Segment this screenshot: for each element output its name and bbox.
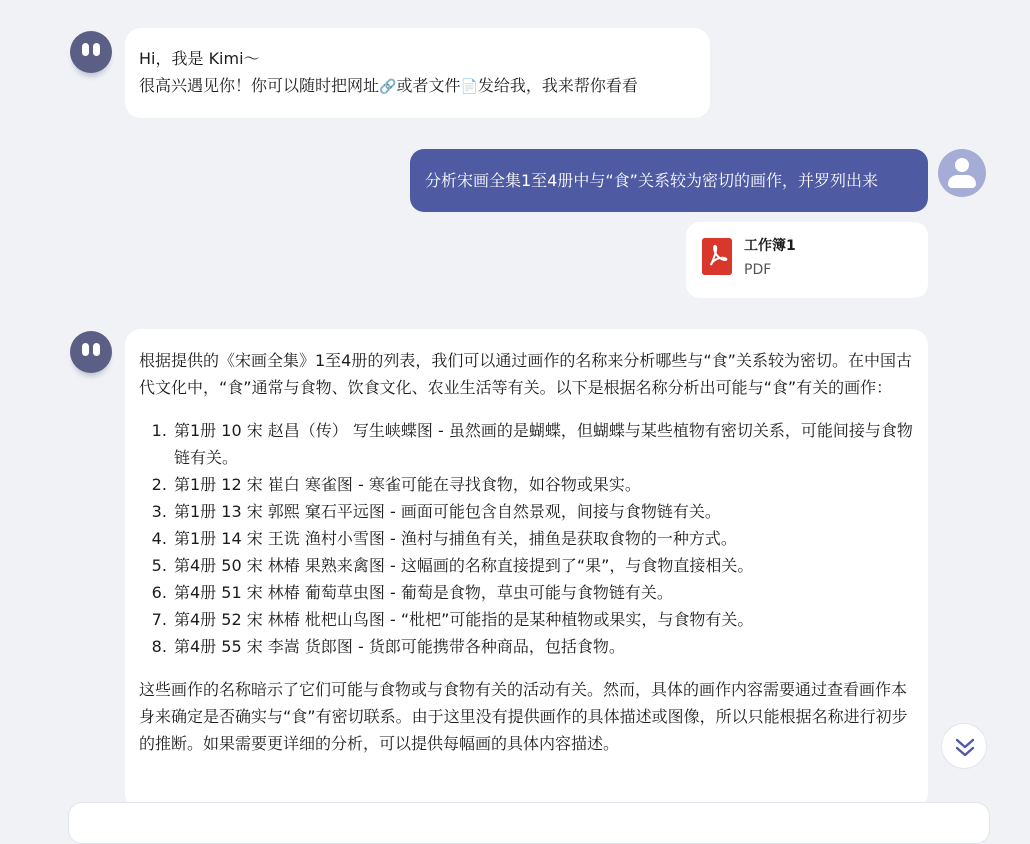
greeting-text-1: 很高兴遇见你！你可以随时把网址 xyxy=(139,76,380,95)
list-item: 7. 第4册 52 宋 林椿 枇杷山鸟图 - “枇杷”可能指的是某种植物或果实，与食物有关。 xyxy=(172,606,914,633)
greeting-line-2 xyxy=(139,72,696,101)
answer-intro: 根据提供的《宋画全集》1至4册的列表，我们可以通过画作的名称来分析哪些与“食”关系较为密切。在中国古代文化中，“食”通常与食物、饮食文化、农业生活等有关。以下是根据名称分析出可能与“食”有关的画作： xyxy=(139,351,912,397)
greeting-text-2: 或者文件 xyxy=(396,76,461,95)
user-avatar-body xyxy=(948,175,976,188)
list-item: 1. 第1册 10 宋 赵昌（传） 写生峡蝶图 - 虽然画的是蝴蝶，但蝴蝶与某些植物有密切关系，可能间接与食物链有关。 xyxy=(172,417,914,471)
list-item: 3. 第1册 13 宋 郭熙 窠石平远图 - 画面可能包含自然景观，间接与食物链有关。 xyxy=(172,498,914,525)
attachment-card[interactable] xyxy=(686,222,928,298)
avatar-eye-right xyxy=(93,43,100,56)
avatar-eye-left xyxy=(82,43,89,56)
list-item: 5. 第4册 50 宋 林椿 果熟来禽图 - 这幅画的名称直接提到了“果”，与食物直接相关。 xyxy=(172,552,914,579)
chat-input-box[interactable] xyxy=(68,802,990,844)
answer-conclusion: 这些画作的名称暗示了它们可能与食物或与食物有关的活动有关。然而，具体的画作内容需要通过查看画作本身来确定是否确实与“食”有密切联系。由于这里没有提供画作的具体描述或图像，所以只能根据名称进行初步的推断。如果需要更详细的分析，可以提供每幅画的具体内容描述。 xyxy=(139,680,908,753)
greeting-line-1: Hi，我是 Kimi～ xyxy=(139,49,260,68)
greeting-text-3: 发给我，我来帮你看看 xyxy=(477,76,638,95)
attachment-type: PDF xyxy=(744,262,772,278)
painting-list xyxy=(139,417,914,660)
scroll-to-bottom-button[interactable] xyxy=(941,723,987,769)
assistant-answer xyxy=(125,329,928,809)
document-icon: 📄 xyxy=(460,79,478,95)
attachment-name: 工作簿1 xyxy=(744,238,796,254)
list-item: 6. 第4册 51 宋 林椿 葡萄草虫图 - 葡萄是食物，草虫可能与食物链有关。 xyxy=(172,579,914,606)
list-item: 2. 第1册 12 宋 崔白 寒雀图 - 寒雀可能在寻找食物，如谷物或果实。 xyxy=(172,471,914,498)
user-message: 分析宋画全集1至4册中与“食”关系较为密切的画作，并罗列出来 xyxy=(410,149,928,212)
kimi-avatar xyxy=(70,31,112,73)
avatar-eye-left xyxy=(82,343,89,356)
list-item: 4. 第1册 14 宋 王诜 渔村小雪图 - 渔村与捕鱼有关，捕鱼是获取食物的一种方式。 xyxy=(172,525,914,552)
user-avatar-head xyxy=(955,158,969,172)
link-icon: 🔗 xyxy=(379,79,397,95)
kimi-avatar xyxy=(70,331,112,373)
avatar-eye-right xyxy=(93,343,100,356)
user-avatar xyxy=(938,149,986,197)
greeting-message xyxy=(125,28,710,118)
pdf-icon xyxy=(702,238,732,275)
list-item: 8. 第4册 55 宋 李嵩 货郎图 - 货郎可能携带各种商品，包括食物。 xyxy=(172,633,914,660)
pdf-glyph xyxy=(702,238,732,275)
double-chevron-down-icon xyxy=(942,724,988,770)
